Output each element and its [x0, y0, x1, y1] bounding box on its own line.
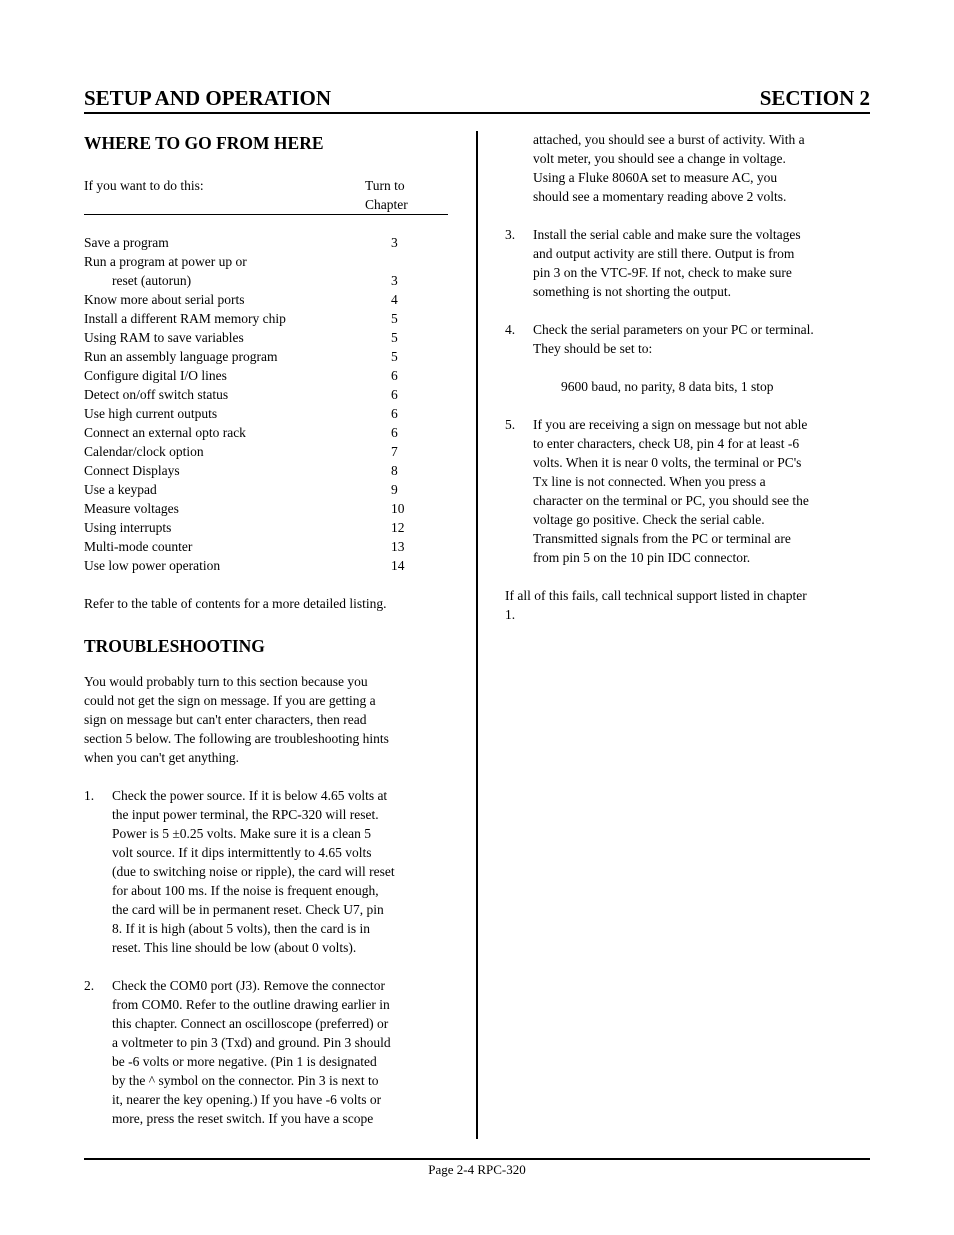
- paragraph-line: 1.: [505, 607, 516, 622]
- paragraph-line: Check the serial parameters on your PC or terminal.: [533, 322, 814, 337]
- task-text: Run an assembly language program: [84, 349, 278, 364]
- paragraph-line: Install the serial cable and make sure the voltages: [533, 227, 801, 242]
- table-row: [84, 537, 450, 556]
- paragraph-line: could not get the sign on message. If you are getting a: [84, 693, 376, 708]
- paragraph-line: when you can't get anything.: [84, 750, 240, 765]
- heading-troubleshooting: TROUBLESHOOTING: [84, 636, 265, 656]
- task-text: Use a keypad: [84, 482, 157, 497]
- chapter-number: 6: [391, 368, 398, 383]
- task-text: Know more about serial ports: [84, 292, 245, 307]
- task-text: Install a different RAM memory chip: [84, 311, 286, 326]
- task-text: Detect on/off switch status: [84, 387, 229, 402]
- chapter-number: 9: [391, 482, 398, 497]
- paragraph-line: volt meter, you should see a change in voltage.: [533, 151, 786, 166]
- paragraph-line: something is not shorting the output.: [533, 284, 731, 299]
- task-text: Use high current outputs: [84, 406, 218, 421]
- task-text: Measure voltages: [84, 501, 179, 516]
- paragraph-line: pin 3 on the VTC-9F. If not, check to make sure: [533, 265, 792, 280]
- paragraph-line: You would probably turn to this section because you: [84, 674, 368, 689]
- table-row: [84, 404, 450, 423]
- task-text: Connect an external opto rack: [84, 425, 246, 440]
- task-text: Use low power operation: [84, 558, 221, 573]
- chapter-number: 10: [391, 501, 405, 516]
- chapter-number: 4: [391, 292, 398, 307]
- table-row: [84, 480, 450, 499]
- refer-text: Refer to the table of contents for a more detailed listing.: [84, 596, 387, 611]
- item-number: 5.: [505, 417, 516, 432]
- chapter-number: 3: [391, 273, 398, 288]
- heading-where-to-go: WHERE TO GO FROM HERE: [84, 133, 324, 153]
- paragraph-line: Power is 5 ±0.25 volts. Make sure it is a clean 5: [112, 826, 371, 841]
- paragraph-line: this chapter. Connect an oscilloscope (preferred) or: [112, 1016, 389, 1031]
- list-item-2: [84, 976, 450, 1128]
- page-header: [84, 84, 870, 114]
- paragraph-line: character on the terminal or PC, you should see the: [533, 493, 809, 508]
- table-row: [84, 461, 450, 480]
- paragraph-line: volts. When it is near 0 volts, the terminal or PC's: [533, 455, 802, 470]
- task-text: Multi-mode counter: [84, 539, 193, 554]
- table-row: [84, 499, 450, 518]
- chapter-number: 6: [391, 425, 398, 440]
- paragraph-line: reset. This line should be low (about 0 volts).: [112, 940, 357, 955]
- chapter-table: [84, 233, 450, 575]
- table-header-task: If you want to do this:: [84, 178, 204, 193]
- list-item-2-continued: [505, 130, 871, 206]
- paragraph-line: to enter characters, check U8, pin 4 for at least -6: [533, 436, 800, 451]
- task-text: Connect Displays: [84, 463, 180, 478]
- table-row: [84, 309, 450, 328]
- serial-settings: 9600 baud, no parity, 8 data bits, 1 stop: [561, 379, 774, 394]
- chapter-number: 5: [391, 349, 398, 364]
- item-number: 3.: [505, 227, 516, 242]
- left-column: [84, 130, 450, 1128]
- table-row: [84, 290, 450, 309]
- item-number: 1.: [84, 788, 95, 803]
- paragraph-line: for about 100 ms. If the noise is frequent enough,: [112, 883, 379, 898]
- chapter-number: 5: [391, 330, 398, 345]
- item-number: 2.: [84, 978, 95, 993]
- paragraph-line: a voltmeter to pin 3 (Txd) and ground. Pin 3 should: [112, 1035, 391, 1050]
- paragraph-line: Check the power source. If it is below 4.65 volts at: [112, 788, 388, 803]
- paragraph-line: the input power terminal, the RPC-320 will reset.: [112, 807, 379, 822]
- paragraph-line: Transmitted signals from the PC or terminal are: [533, 531, 791, 546]
- list-item-5: [505, 415, 871, 567]
- chapter-number: 3: [391, 235, 398, 250]
- chapter-number: 6: [391, 387, 398, 402]
- table-row: [84, 252, 450, 271]
- paragraph-line: attached, you should see a burst of activity. With a: [533, 132, 805, 147]
- header-title: SETUP AND OPERATION: [84, 86, 331, 110]
- paragraph-line: Check the COM0 port (J3). Remove the connector: [112, 978, 385, 993]
- table-header: [84, 176, 450, 214]
- table-row: [84, 366, 450, 385]
- paragraph-line: should see a momentary reading above 2 volts.: [533, 189, 787, 204]
- paragraph-line: If all of this fails, call technical support listed in chapter: [505, 588, 807, 603]
- paragraph-line: from COM0. Refer to the outline drawing earlier in: [112, 997, 390, 1012]
- paragraph-line: voltage go positive. Check the serial cable.: [533, 512, 765, 527]
- table-row: [84, 328, 450, 347]
- item-number: 4.: [505, 322, 516, 337]
- column-divider: [476, 131, 478, 1139]
- task-text: reset (autorun): [112, 273, 192, 288]
- chapter-number: 8: [391, 463, 398, 478]
- table-row: [84, 442, 450, 461]
- task-text: Using interrupts: [84, 520, 172, 535]
- paragraph-line: Tx line is not connected. When you press a: [533, 474, 766, 489]
- chapter-number: 13: [391, 539, 405, 554]
- paragraph-line: section 5 below. The following are troubleshooting hints: [84, 731, 389, 746]
- paragraph-line: more, press the reset switch. If you have a scope: [112, 1111, 374, 1126]
- table-row: [84, 385, 450, 404]
- paragraph-line: sign on message but can't enter characters, then read: [84, 712, 367, 727]
- paragraph-line: If you are receiving a sign on message but not able: [533, 417, 808, 432]
- task-text: Using RAM to save variables: [84, 330, 244, 345]
- table-rule: [84, 214, 448, 215]
- chapter-number: 5: [391, 311, 398, 326]
- table-row: [84, 423, 450, 442]
- header-section: SECTION 2: [759, 86, 870, 110]
- right-column: [505, 130, 871, 624]
- paragraph-line: the card will be in permanent reset. Check U7, pin: [112, 902, 384, 917]
- paragraph-line: from pin 5 on the 10 pin IDC connector.: [533, 550, 751, 565]
- paragraph-line: Using a Fluke 8060A set to measure AC, you: [533, 170, 778, 185]
- task-text: Save a program: [84, 235, 169, 250]
- table-row: [84, 233, 450, 252]
- chapter-number: 12: [391, 520, 405, 535]
- page-footer: Page 2-4 RPC-320: [428, 1162, 526, 1177]
- paragraph-line: They should be set to:: [533, 341, 653, 356]
- table-row: [84, 556, 450, 575]
- chapter-number: 14: [391, 558, 405, 573]
- list-item-4: [505, 320, 871, 358]
- chapter-number: 7: [391, 444, 398, 459]
- paragraph-line: be -6 volts or more negative. (Pin 1 is designated: [112, 1054, 377, 1069]
- task-text: Calendar/clock option: [84, 444, 204, 459]
- footer-rule: [84, 1158, 870, 1160]
- paragraph-line: volt source. If it dips intermittently to 4.65 volts: [112, 845, 372, 860]
- table-row: [84, 347, 450, 366]
- chapter-number: 6: [391, 406, 398, 421]
- list-item-3: [505, 225, 871, 301]
- list-item-1: [84, 786, 450, 957]
- paragraph-line: by the ^ symbol on the connector. Pin 3 is next to: [112, 1073, 379, 1088]
- troubleshooting-intro: [84, 672, 450, 767]
- table-row: [84, 518, 450, 537]
- paragraph-line: 8. If it is high (about 5 volts), then the card is in: [112, 921, 370, 936]
- table-header-chapter: Turn to Chapter: [365, 178, 408, 212]
- paragraph-line: and output activity are still there. Output is from: [533, 246, 795, 261]
- paragraph-line: it, nearer the key opening.) If you have -6 volts or: [112, 1092, 382, 1107]
- table-row: [84, 271, 450, 290]
- task-text: Run a program at power up or: [84, 254, 247, 269]
- task-text: Configure digital I/O lines: [84, 368, 227, 383]
- paragraph-line: (due to switching noise or ripple), the card will reset: [112, 864, 395, 879]
- closing-text: [505, 586, 871, 624]
